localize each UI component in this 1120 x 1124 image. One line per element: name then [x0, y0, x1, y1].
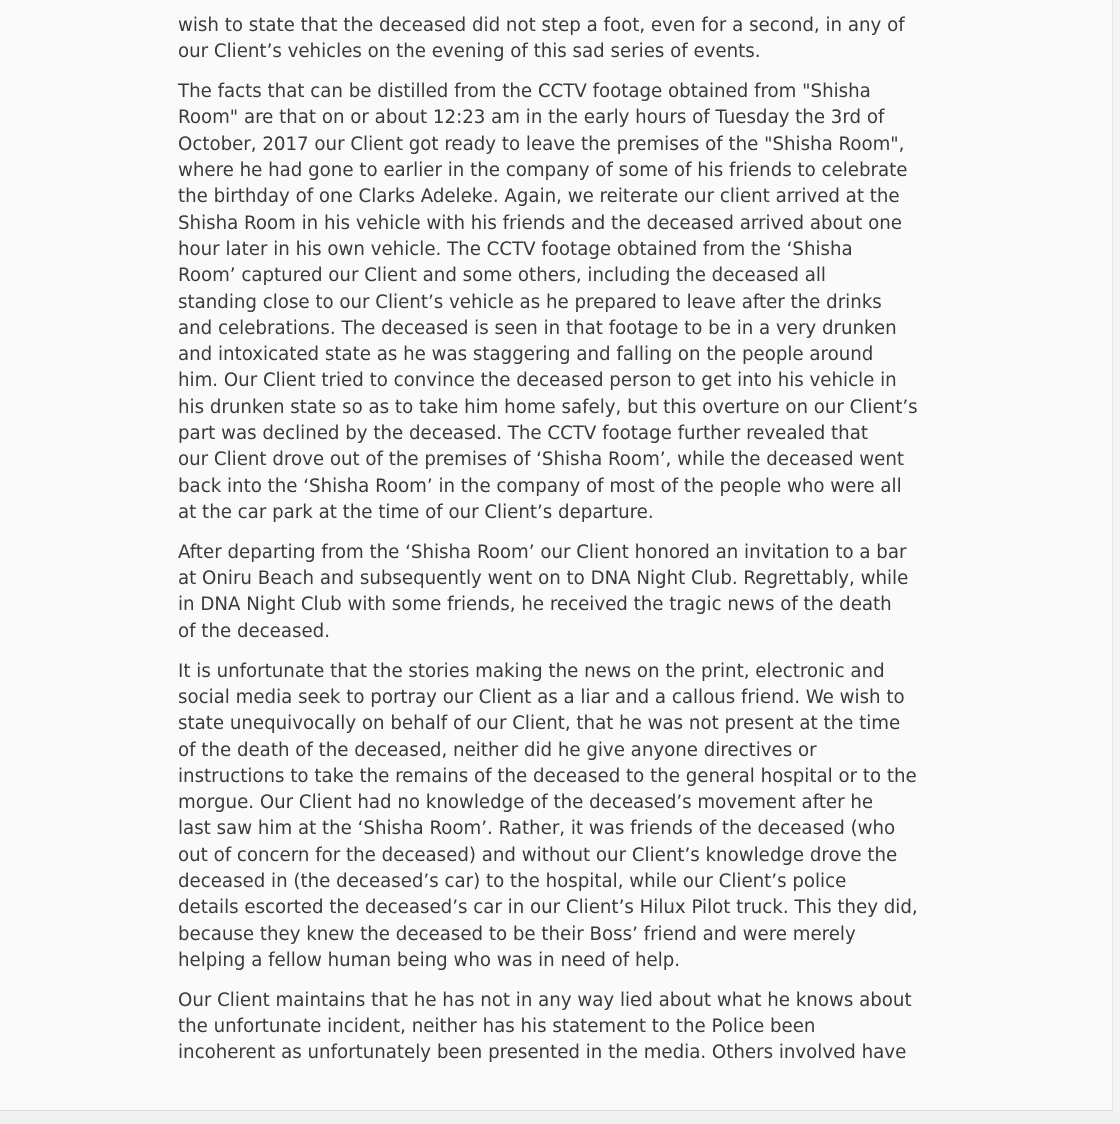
text-line: at the car park at the time of our Client’s departure.	[178, 501, 654, 523]
text-line: hour later in his own vehicle. The CCTV footage obtained from the ‘Shisha	[178, 238, 853, 260]
text-line: state unequivocally on behalf of our Client, that he was not present at the time	[178, 713, 901, 735]
text-line: deceased in (the deceased’s car) to the hospital, while our Client’s police	[178, 870, 847, 892]
paragraph-5	[178, 988, 963, 1067]
text-line: It is unfortunate that the stories making the news on the print, electronic and	[178, 660, 885, 682]
text-line: and intoxicated state as he was staggering and falling on the people around	[178, 344, 874, 366]
text-line: Room’ captured our Client and some others, including the deceased all	[178, 265, 826, 287]
text-line: the unfortunate incident, neither has his statement to the Police been	[178, 1016, 816, 1038]
text-line: helping a fellow human being who was in need of help.	[178, 949, 681, 971]
text-line: the birthday of one Clarks Adeleke. Again, we reiterate our client arrived at the	[178, 186, 900, 208]
text-line: at Oniru Beach and subsequently went on to DNA Night Club. Regrettably, while	[178, 568, 909, 590]
text-line: of the deceased.	[178, 620, 331, 642]
paragraph-2	[178, 79, 963, 526]
text-line: standing close to our Client’s vehicle as he prepared to leave after the drinks	[178, 291, 882, 313]
text-line: our Client drove out of the premises of ‘Shisha Room’, while the deceased went	[178, 449, 905, 471]
text-line: in DNA Night Club with some friends, he received the tragic news of the death	[178, 594, 892, 616]
text-line: details escorted the deceased’s car in our Client’s Hilux Pilot truck. This they did,	[178, 897, 918, 919]
paragraph-3	[178, 540, 963, 645]
letter-body	[178, 13, 963, 1080]
text-line: The facts that can be distilled from the CCTV footage obtained from "Shisha	[178, 81, 871, 103]
text-line: incoherent as unfortunately been presented in the media. Others involved have	[178, 1042, 907, 1064]
text-line: out of concern for the deceased) and without our Client’s knowledge drove the	[178, 844, 898, 866]
paragraph-1	[178, 13, 963, 66]
paragraph-4	[178, 659, 963, 975]
text-line: of the death of the deceased, neither did he give anyone directives or	[178, 739, 817, 761]
text-line: him. Our Client tried to convince the deceased person to get into his vehicle in	[178, 370, 897, 392]
text-line: Our Client maintains that he has not in any way lied about what he knows about	[178, 989, 912, 1011]
text-line: part was declined by the deceased. The CCTV footage further revealed that	[178, 423, 868, 445]
text-line: where he had gone to earlier in the company of some of his friends to celebrate	[178, 160, 908, 182]
text-line: and celebrations. The deceased is seen in that footage to be in a very drunken	[178, 317, 897, 339]
text-line: morgue. Our Client had no knowledge of the deceased’s movement after he	[178, 792, 874, 814]
text-line: Room" are that on or about 12:23 am in the early hours of Tuesday the 3rd of	[178, 107, 885, 129]
text-line: his drunken state so as to take him home safely, but this overture on our Client’s	[178, 396, 918, 418]
text-line: After departing from the ‘Shisha Room’ our Client honored an invitation to a bar	[178, 541, 907, 563]
text-line: because they knew the deceased to be their Boss’ friend and were merely	[178, 923, 856, 945]
text-line: social media seek to portray our Client as a liar and a callous friend. We wish to	[178, 686, 905, 708]
text-line: wish to state that the deceased did not step a foot, even for a second, in any of	[178, 15, 905, 36]
text-line: our Client’s vehicles on the evening of this sad series of events.	[178, 41, 761, 63]
text-line: back into the ‘Shisha Room’ in the company of most of the people who were all	[178, 475, 902, 497]
text-line: Shisha Room in his vehicle with his friends and the deceased arrived about one	[178, 212, 902, 234]
text-line: last saw him at the ‘Shisha Room’. Rather, it was friends of the deceased (who	[178, 818, 896, 840]
text-line: instructions to take the remains of the deceased to the general hospital or to the	[178, 765, 917, 787]
page-bottom-edge	[0, 1111, 1120, 1124]
text-line: October, 2017 our Client got ready to leave the premises of the "Shisha Room",	[178, 133, 905, 155]
